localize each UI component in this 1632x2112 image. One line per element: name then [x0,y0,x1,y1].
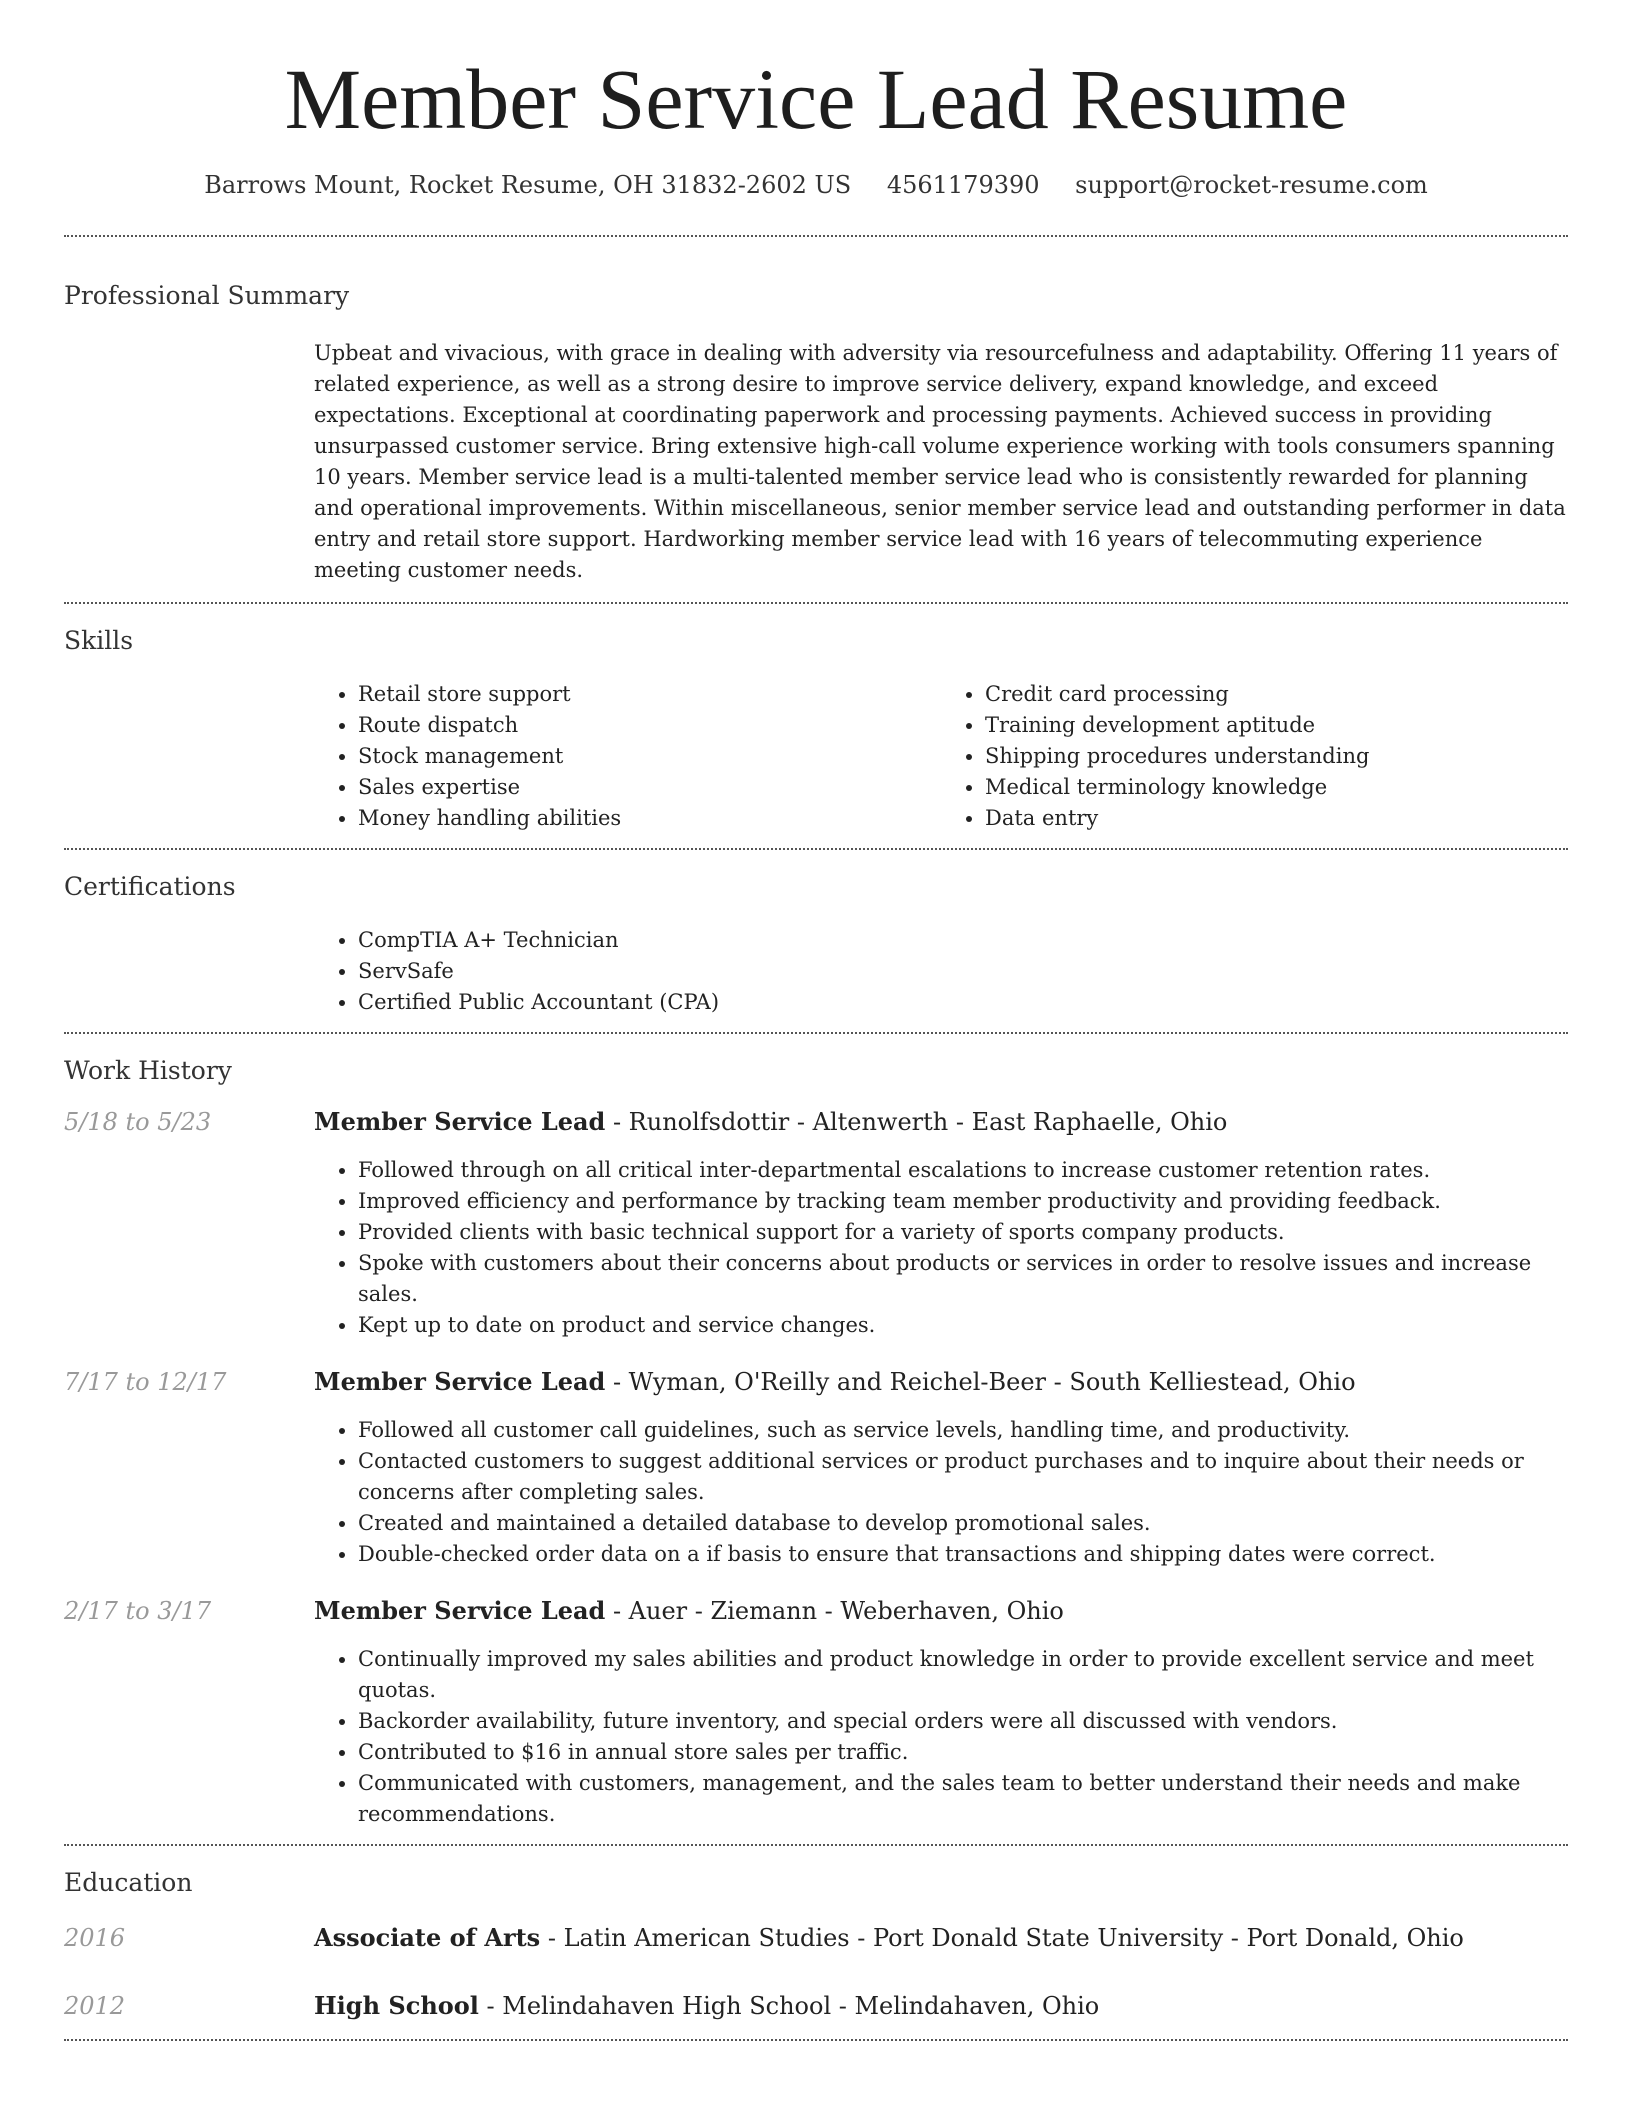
summary-text: Upbeat and vivacious, with grace in dealing with adversity via resourcefulness and adaptability. Offering 11 years of related experience, as well as a strong desire to improve service delivery, expand knowledge, and exceed expectations. Exceptional at coordinating paperwork and processing payments. Achieved success in providing unsurpassed customer service. Bring extensive high-call volume experience working with tools consumers spanning 10 years. Member service lead is a multi-talented member service lead who is consistently rewarded for planning and operational improvements. Within miscellaneous, senior member service lead and outstanding performer in data entry and retail store support. Hardworking member service lead with 16 years of telecommuting experience meeting customer needs. [314,340,1566,582]
job-bullet: • Double-checked order data on a if basis to ensure that transactions and shipping dates were correct. [358,1539,1568,1570]
skill-item: • Retail store support [358,679,941,710]
job-bullet: • Contacted customers to suggest additional services or product purchases and to inquire about their needs or concerns after completing sales. [358,1446,1568,1508]
job-bullets [314,1415,1568,1570]
education-date: 2012 [64,1991,126,2020]
job-company-location: - Wyman, O'Reilly and Reichel-Beer - South Kelliestead, Ohio [605,1367,1356,1396]
skill-item: • Medical terminology knowledge [985,772,1568,803]
education-heading [314,1991,1099,2021]
skills-list-right [941,679,1568,834]
education-heading [314,1923,1464,1953]
skill-item: • Data entry [985,803,1568,834]
job-heading [314,1596,1568,1626]
job-bullet: • Kept up to date on product and service changes. [358,1310,1568,1341]
job-entry [64,1596,1568,1830]
education-degree: Associate of Arts [314,1922,541,1952]
resume-header [64,0,1568,199]
skill-item: • Stock management [358,741,941,772]
section-title-summary: Professional Summary [64,280,350,310]
job-heading [314,1107,1568,1137]
education-entry [64,1991,1568,2021]
job-bullet: • Spoke with customers about their concerns about products or services in order to resolve issues and increase sales. [358,1248,1568,1310]
job-company-location: - Runolfsdottir - Altenwerth - East Raphaelle, Ohio [605,1107,1228,1136]
job-role: Member Service Lead [314,1595,606,1625]
section-title-education: Education [64,1867,193,1897]
skills-grid [314,679,1568,848]
skill-item: • Sales expertise [358,772,941,803]
job-bullet: • Created and maintained a detailed database to develop promotional sales. [358,1508,1568,1539]
job-bullet: • Continually improved my sales abilities and product knowledge in order to provide excellent service and meet quotas. [358,1644,1568,1706]
contact-line [64,171,1568,199]
skills-list-left [314,679,941,834]
section-title-skills: Skills [64,625,134,655]
job-bullet: • Provided clients with basic technical support for a variety of sports company products. [358,1217,1568,1248]
summary-section [64,237,1568,602]
job-company-location: - Auer - Ziemann - Weberhaven, Ohio [605,1596,1064,1625]
education-section [64,1846,1568,2039]
skill-item: • Money handling abilities [358,803,941,834]
job-bullet: • Improved efficiency and performance by tracking team member productivity and providing feedback. [358,1186,1568,1217]
contact-address: Barrows Mount, Rocket Resume, OH 31832-2602 US [204,170,852,199]
job-role: Member Service Lead [314,1366,606,1396]
job-bullets [314,1155,1568,1341]
education-date: 2016 [64,1923,126,1952]
job-date: 2/17 to 3/17 [64,1596,212,1625]
job-bullet: • Backorder availability, future inventory, and special orders were all discussed with vendors. [358,1706,1568,1737]
education-degree: High School [314,1990,479,2020]
job-bullet: • Followed all customer call guidelines, such as service levels, handling time, and productivity. [358,1415,1568,1446]
certifications-section [64,850,1568,1032]
page-title: Member Service Lead Resume [284,51,1348,147]
section-title-work: Work History [64,1055,232,1085]
education-entry [64,1923,1568,1953]
education-details: - Latin American Studies - Port Donald State University - Port Donald, Ohio [540,1923,1464,1952]
divider [64,2039,1568,2041]
certification-item: • ServSafe [358,956,1568,987]
education-details: - Melindahaven High School - Melindahaven, Ohio [478,1991,1100,2020]
contact-phone: 4561179390 [886,170,1040,199]
skill-item: • Training development aptitude [985,710,1568,741]
contact-email: support@rocket-resume.com [1075,170,1428,199]
job-entry [64,1367,1568,1570]
certification-item: • CompTIA A+ Technician [358,925,1568,956]
job-bullet: • Followed through on all critical inter-departmental escalations to increase customer retention rates. [358,1155,1568,1186]
job-bullet: • Communicated with customers, management, and the sales team to better understand their needs and make recommendations. [358,1768,1568,1830]
job-bullets [314,1644,1568,1830]
job-date: 5/18 to 5/23 [64,1107,212,1136]
skill-item: • Route dispatch [358,710,941,741]
job-date: 7/17 to 12/17 [64,1367,227,1396]
job-role: Member Service Lead [314,1106,606,1136]
job-bullet: • Contributed to $16 in annual store sales per traffic. [358,1737,1568,1768]
skills-section [64,604,1568,848]
skill-item: • Shipping procedures understanding [985,741,1568,772]
certification-item: • Certified Public Accountant (CPA) [358,987,1568,1018]
job-heading [314,1367,1568,1397]
job-entry [64,1107,1568,1341]
section-title-certifications: Certifications [64,871,236,901]
skill-item: • Credit card processing [985,679,1568,710]
work-history-section [64,1034,1568,1844]
certifications-list [314,925,1568,1032]
